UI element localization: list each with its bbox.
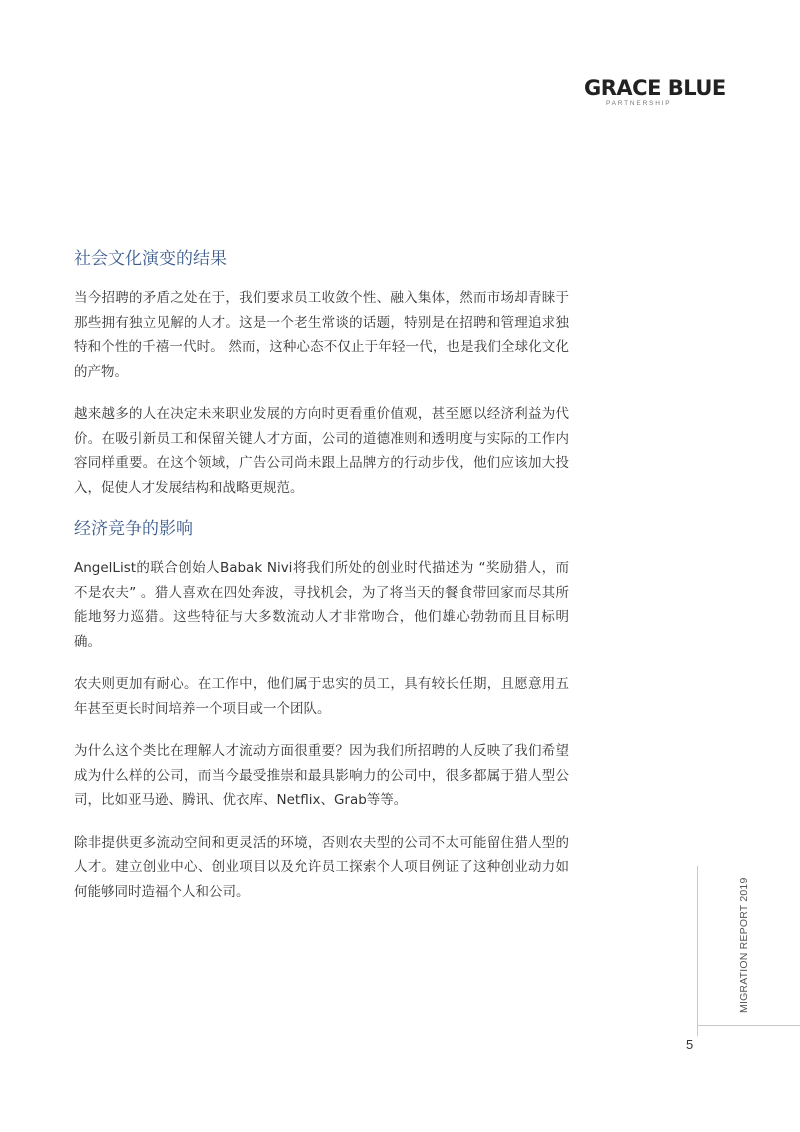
paragraph: 越来越多的人在决定未来职业发展的方向时更看重价值观，甚至愿以经济利益为代价。在吸引新员工和保留关键人才方面，公司的道德准则和透明度与实际的工作内容同样重要。在这个领域，广告公司尚未跟上品牌方的行动步伐，他们应该加大投入，促使人才发展结构和战略更规范。 — [74, 406, 569, 496]
paragraph: 除非提供更多流动空间和更灵活的环境，否则农夫型的公司不太可能留住猎人型的人才。建立创业中心、创业项目以及允许员工探索个人项目例证了这种创业动力如何能够同时造福个人和公司。 — [74, 834, 569, 900]
logo-sub-text: PARTNERSHIP — [606, 100, 672, 107]
section-social-culture — [74, 244, 569, 500]
page-number: 5 — [686, 1037, 694, 1052]
paragraph: 农夫则更加有耐心。在工作中，他们属于忠实的员工，具有较长任期，且愿意用五年甚至更长时间培养一个项目或一个团队。 — [74, 676, 569, 717]
logo-main-text: GRACE BLUE — [584, 76, 726, 100]
watermark: baogao8.com — [410, 523, 664, 567]
grace-blue-logo — [584, 76, 726, 107]
paragraph: AngelList的联合创始人Babak Nivi将我们所处的创业时代描述为 “奖励猎人，而不是农夫” 。猎人喜欢在四处奔波，寻找机会，为了将当天的餐食带回家而尽其所能地努力巡猎。这些特征与大多数流动人才非常吻合，他们雄心勃勃而且目标明确。 — [74, 560, 569, 650]
section-heading: 经济竞争的影响 — [74, 519, 193, 539]
article-body — [74, 244, 569, 922]
section-heading: 社会文化演变的结果 — [74, 249, 227, 269]
report-label: MIGRATION REPORT 2019 — [738, 877, 750, 1013]
sidebar-divider-vertical — [697, 866, 698, 1036]
section-economic-competition — [74, 514, 569, 904]
paragraph: 为什么这个类比在理解人才流动方面很重要？因为我们所招聘的人反映了我们希望成为什么样的公司，而当今最受推崇和最具影响力的公司中，很多都属于猎人型公司，比如亚马逊、腾讯、优衣库、Netflix、Grab等等。 — [74, 743, 569, 808]
sidebar-divider-horizontal — [697, 1025, 800, 1026]
paragraph: 当今招聘的矛盾之处在于，我们要求员工收敛个性、融入集体，然而市场却青睐于那些拥有独立见解的人才。这是一个老生常谈的话题，特别是在招聘和管理追求独特和个性的千禧一代时。 然而，这种心态不仅止于年轻一代，也是我们全球化文化的产物。 — [74, 290, 569, 380]
